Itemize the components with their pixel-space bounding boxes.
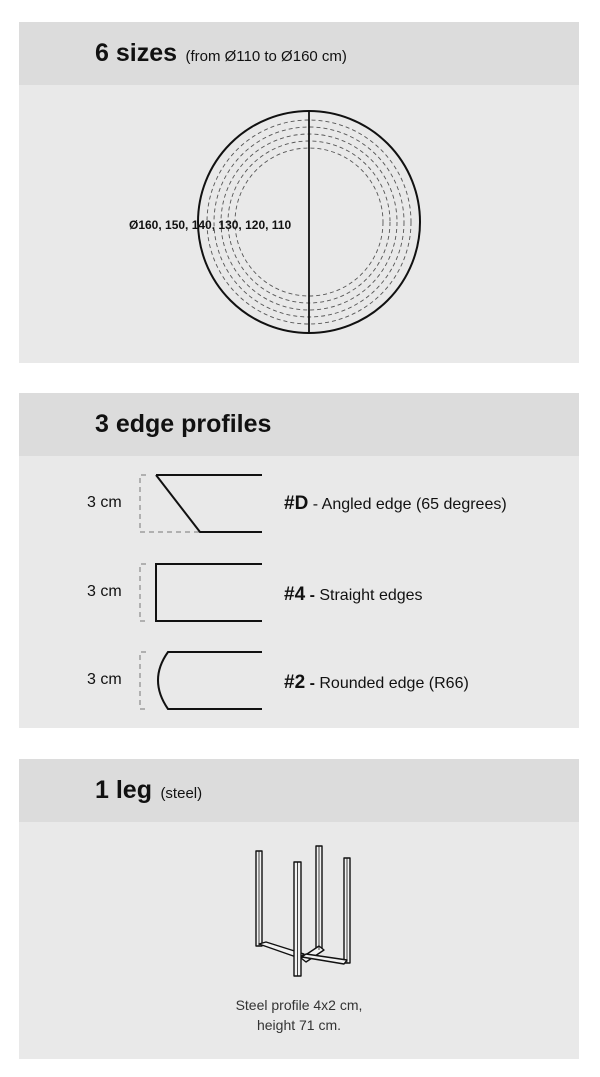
profile-4-description: Straight edges [319,587,423,604]
edges-title [95,393,271,456]
profile-2-text [284,672,469,694]
straight-edge-diagram [134,559,269,625]
profile-4-text [284,584,423,606]
edges-card [19,393,579,728]
leg-caption-line-1: Steel profile 4x2 cm, [235,997,363,1013]
profile-2-code: #2 [284,672,306,693]
leg-title [95,759,202,822]
profile-4-thickness: 3 cm [87,583,122,600]
angled-edge-diagram [134,469,269,535]
profile-d-thickness: 3 cm [87,494,122,511]
edges-header [19,393,579,456]
leg-card [19,759,579,1059]
leg-title-sub: (steel) [160,785,203,802]
profile-d-code: #D [284,493,309,514]
sizes-card [19,22,579,363]
diameters-label: Ø160, 150, 140, 130, 120, 110 [129,218,292,232]
sizes-title-sub: (from Ø110 to Ø160 cm) [185,48,347,65]
leg-caption-line-2: height 71 cm. [256,1017,342,1033]
profile-d-text [284,493,507,515]
profile-2-thickness: 3 cm [87,671,122,688]
profile-2-description: Rounded edge (R66) [319,675,469,692]
leg-title-main: 1 leg [95,776,152,804]
profile-d-separator: - [308,496,322,513]
table-sizes-diagram [19,85,579,363]
rounded-edge-diagram [134,647,269,713]
profile-4-separator: - [305,587,320,604]
sizes-title-main: 6 sizes [95,39,178,67]
profile-4-code: #4 [284,584,306,605]
leg-header [19,759,579,822]
profile-d-description: Angled edge (65 degrees) [321,496,507,513]
edges-title-main: 3 edge profiles [95,410,272,438]
sizes-title [95,22,347,85]
steel-leg-illustration [244,842,364,982]
sizes-header [19,22,579,85]
profile-2-separator: - [305,675,320,692]
